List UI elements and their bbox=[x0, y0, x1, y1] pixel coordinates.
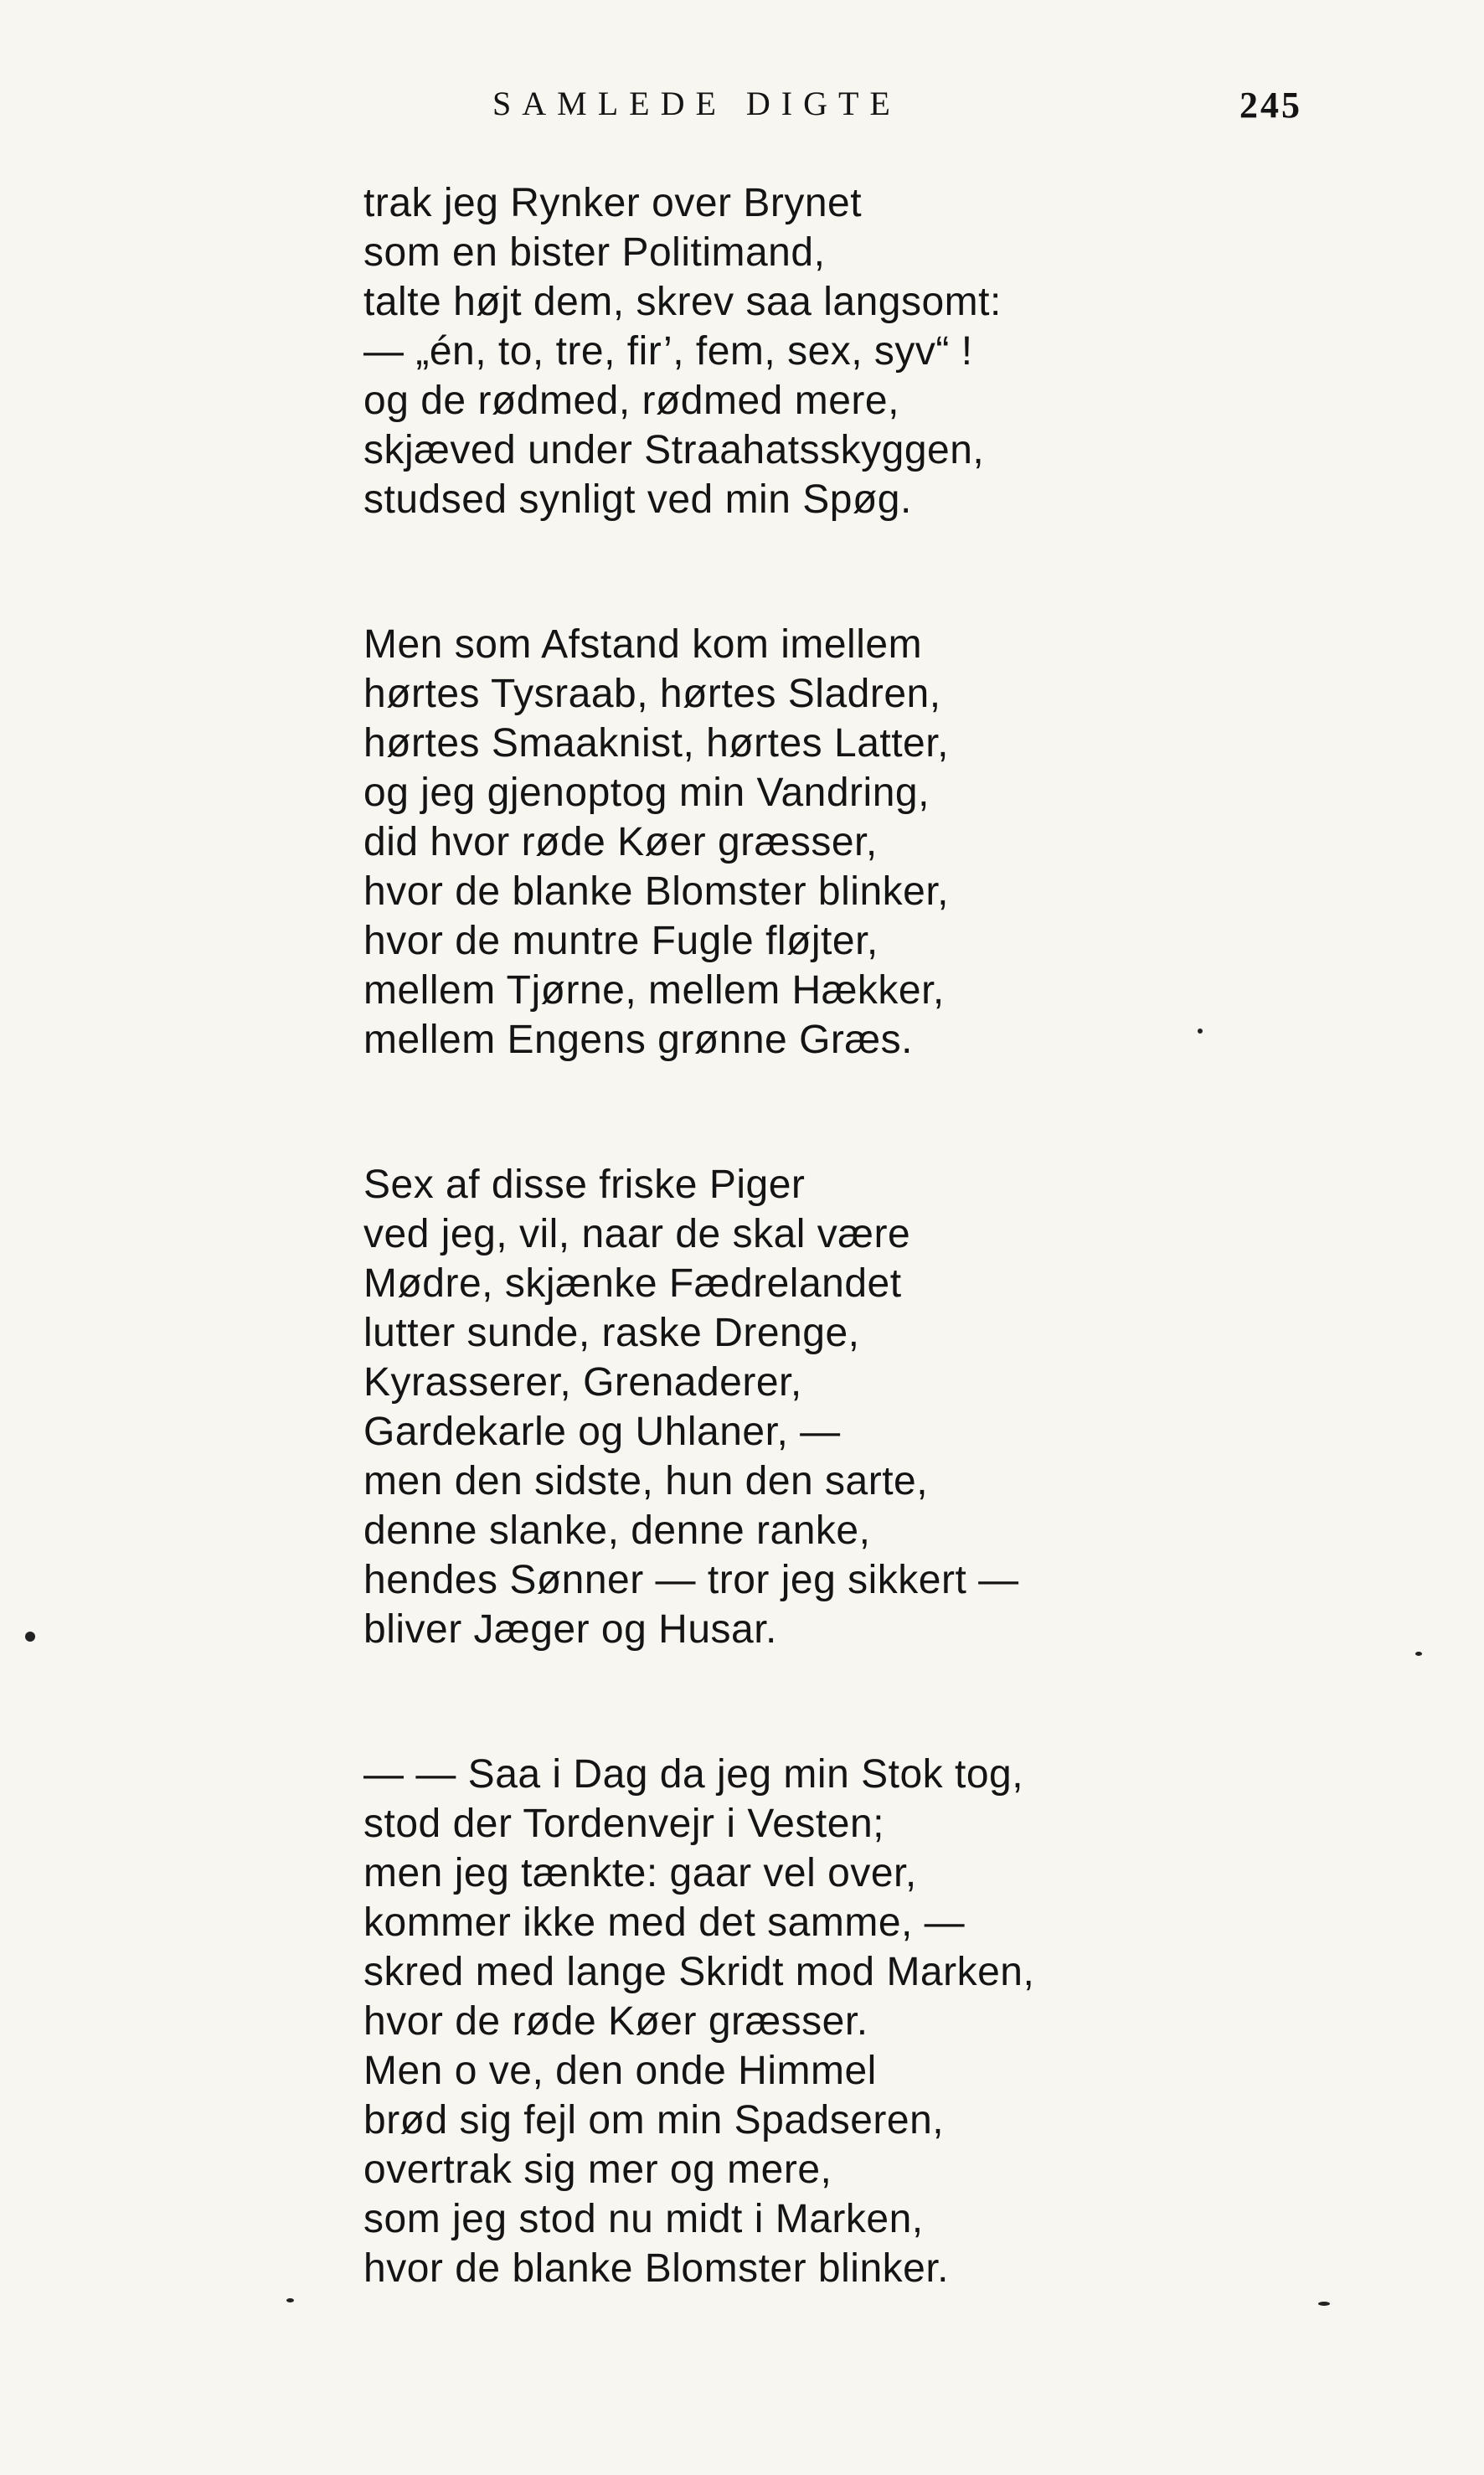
verse-line: stod der Tordenvejr i Vesten; bbox=[363, 1802, 884, 1846]
verse-line: Kyrasserer, Grenaderer, bbox=[363, 1360, 802, 1405]
verse-line: som jeg stod nu midt i Marken, bbox=[363, 2197, 924, 2241]
verse-line: mellem Engens grønne Græs. bbox=[363, 1018, 913, 1062]
verse-line: — „én, to, tre, fir’, fem, sex, syv“ ! bbox=[363, 329, 973, 374]
verse-line: bliver Jæger og Husar. bbox=[363, 1607, 777, 1652]
verse-line: did hvor røde Køer græsser, bbox=[363, 820, 878, 864]
verse-line: hvor de blanke Blomster blinker, bbox=[363, 869, 950, 914]
verse-line: Gardekarle og Uhlaner, — bbox=[363, 1410, 841, 1454]
verse-line: overtrak sig mer og mere, bbox=[363, 2148, 832, 2192]
verse-line: hørtes Smaaknist, hørtes Latter, bbox=[363, 721, 949, 766]
verse-line: Men o ve, den onde Himmel bbox=[363, 2049, 877, 2093]
verse-line: talte højt dem, skrev saa langsomt: bbox=[363, 280, 1002, 324]
running-head: SAMLEDE DIGTE bbox=[492, 85, 901, 122]
verse-line: Mødre, skjænke Fædrelandet bbox=[363, 1261, 902, 1306]
scan-speck bbox=[1198, 1029, 1203, 1034]
verse-line: og de rødmed, rødmed mere, bbox=[363, 379, 899, 423]
stanza-2 bbox=[363, 620, 1201, 1065]
verse-line: trak jeg Rynker over Brynet bbox=[363, 181, 863, 225]
verse-line: ved jeg, vil, naar de skal være bbox=[363, 1212, 911, 1256]
verse-line: hendes Sønner — tror jeg sikkert — bbox=[363, 1558, 1019, 1602]
verse-line: hvor de muntre Fugle fløjter, bbox=[363, 919, 879, 963]
verse-line: som en bister Politimand, bbox=[363, 230, 826, 275]
verse-line: og jeg gjenoptog min Vandring, bbox=[363, 771, 930, 815]
verse-line: hvor de røde Køer græsser. bbox=[363, 1999, 868, 2044]
verse-line: skred med lange Skridt mod Marken, bbox=[363, 1950, 1035, 1994]
verse-line: lutter sunde, raske Drenge, bbox=[363, 1311, 860, 1355]
verse-line: — — Saa i Dag da jeg min Stok tog, bbox=[363, 1752, 1024, 1797]
verse-line: hørtes Tysraab, hørtes Sladren, bbox=[363, 672, 941, 716]
stanza-3 bbox=[363, 1160, 1201, 1654]
scan-speck bbox=[25, 1632, 35, 1642]
poem-text bbox=[363, 178, 1201, 2293]
verse-line: mellem Tjørne, mellem Hækker, bbox=[363, 968, 945, 1013]
verse-line: brød sig fejl om min Spadseren, bbox=[363, 2098, 945, 2142]
verse-line: denne slanke, denne ranke, bbox=[363, 1508, 871, 1553]
verse-line: studsed synligt ved min Spøg. bbox=[363, 477, 912, 522]
verse-line: men den sidste, hun den sarte, bbox=[363, 1459, 929, 1503]
scan-speck bbox=[1318, 2302, 1330, 2306]
verse-line: men jeg tænkte: gaar vel over, bbox=[363, 1851, 917, 1895]
verse-line: Sex af disse friske Piger bbox=[363, 1163, 806, 1207]
verse-line: Men som Afstand kom imellem bbox=[363, 622, 923, 667]
scan-speck bbox=[286, 2298, 294, 2302]
verse-line: kommer ikke med det samme, — bbox=[363, 1900, 966, 1945]
verse-line: skjæved under Straahatsskyggen, bbox=[363, 428, 985, 472]
verse-line: hvor de blanke Blomster blinker. bbox=[363, 2246, 950, 2291]
page-header bbox=[0, 84, 1484, 134]
stanza-1 bbox=[363, 178, 1201, 524]
page-number: 245 bbox=[1239, 85, 1302, 126]
scan-speck bbox=[1415, 1652, 1422, 1656]
stanza-4 bbox=[363, 1750, 1201, 2293]
